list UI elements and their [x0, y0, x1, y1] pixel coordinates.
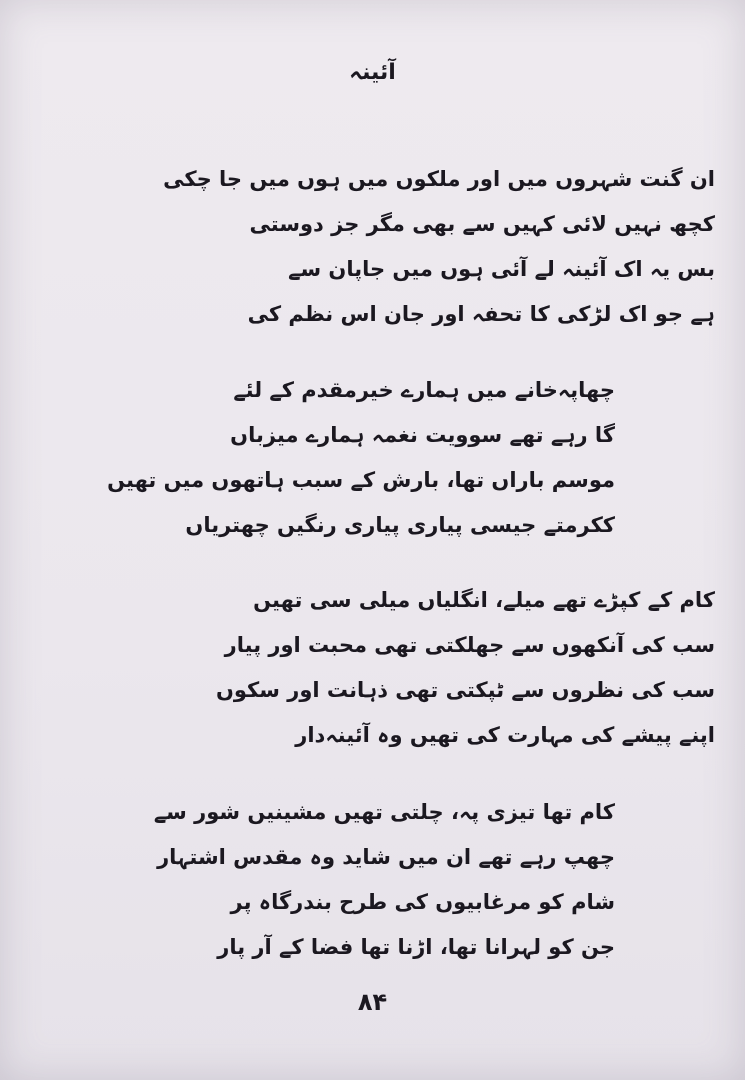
- poem-line: ککرمتے جیسی پیاری پیاری رنگیں چھتریاں: [185, 513, 615, 537]
- poem-line: سب کی نظروں سے ٹپکتی تھی ذہانت اور سکوں: [215, 678, 715, 702]
- poem-title: آئینہ: [349, 60, 396, 85]
- stanza-4: [55, 790, 615, 970]
- poem-line: کام تھا تیزی پہ، چلتی تھیں مشینیں شور سے: [153, 800, 615, 824]
- stanza-3: [75, 578, 715, 758]
- poem-line: جن کو لہرانا تھا، اڑنا تھا فضا کے آر پار: [217, 935, 615, 959]
- poem-line: چھاپہ‌خانے میں ہمارے خیرمقدم کے لئے: [233, 378, 615, 402]
- poem-line: بس یہ اک آئینہ لے آئی ہوں میں جاپان سے: [288, 257, 715, 281]
- poem-line: کچھ نہیں لائی کہیں سے بھی مگر جز دوستی: [249, 212, 715, 236]
- poem-line: ان گنت شہروں میں اور ملکوں میں ہوں میں جا چکی: [163, 167, 715, 191]
- stanza-2: [55, 368, 615, 548]
- poem-line: چھپ رہے تھے ان میں شاید وہ مقدس اشتہار: [157, 845, 615, 869]
- poem-line: گا رہے تھے سوویت نغمہ ہمارے میزباں: [230, 423, 615, 447]
- stanza-1: [75, 157, 715, 337]
- poem-line: سب کی آنکھوں سے جھلکتی تھی محبت اور پیار: [224, 633, 715, 657]
- poem-line: کام کے کپڑے تھے میلے، انگلیاں میلی سی تھیں: [253, 588, 715, 612]
- poem-line: موسم باراں تھا، بارش کے سبب ہاتھوں میں تھیں: [107, 468, 615, 492]
- poem-line: شام کو مرغابیوں کی طرح بندرگاہ پر: [230, 890, 615, 914]
- poem-line: ہے جو اک لڑکی کا تحفہ اور جان اس نظم کی: [247, 302, 715, 326]
- poem-line: اپنے پیشے کی مہارت کی تھیں وہ آئینہ‌دار: [295, 723, 715, 747]
- page-number: ۸۴: [357, 988, 388, 1016]
